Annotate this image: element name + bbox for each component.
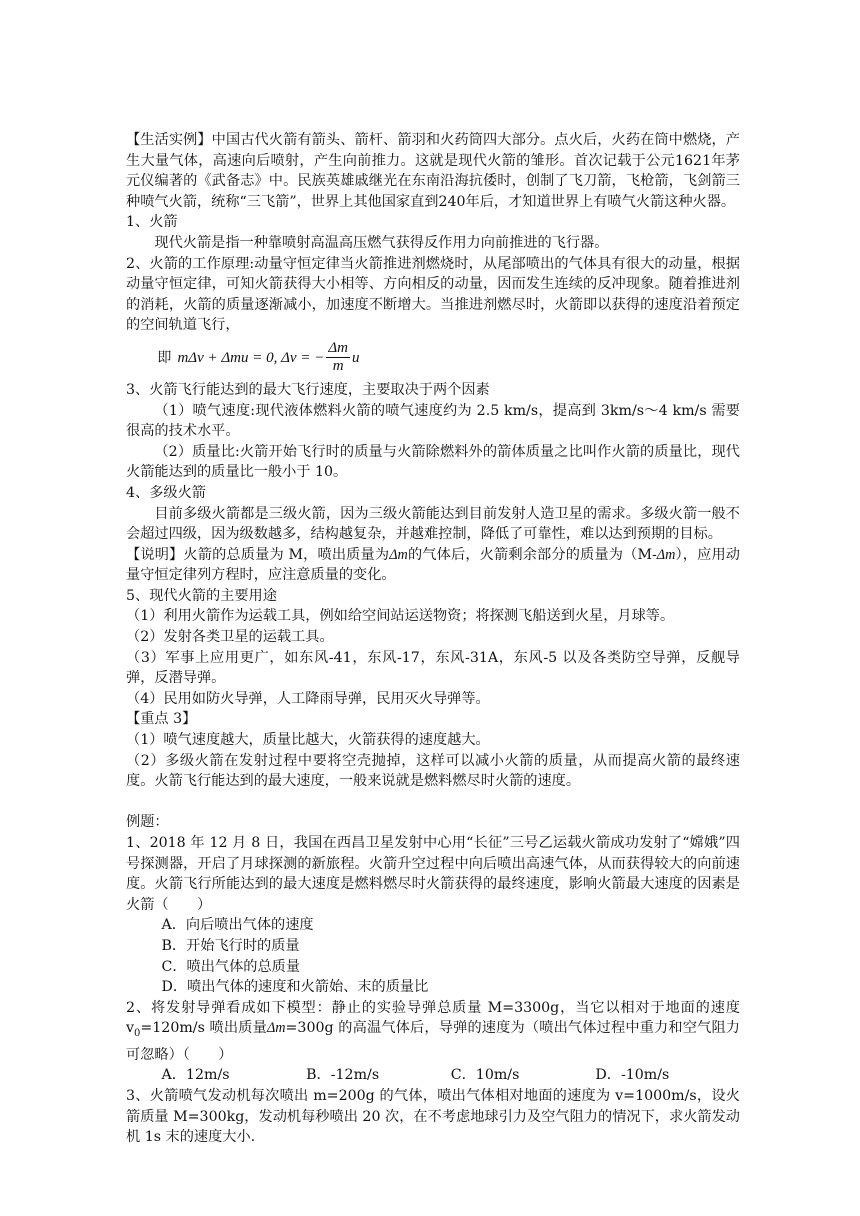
question-2-option: B．-12m/s (306, 1067, 380, 1084)
section-4-body: 目前多级火箭都是三级火箭，因为三级火箭能达到目前发射人造卫星的需求。多级火箭一般不会超过四级，因为级数越多，结构越复杂，并越难控制，降低了可靠性，难以达到预期的目标。 (126, 505, 740, 543)
q2-subscript: 0 (134, 1028, 141, 1040)
question-3-stem: 3、火箭喷气发动机每次喷出 m=200g 的气体，喷出气体相对地面的速度为 v=1000m/s，设火箭质量 M=300kg，发动机每秒喷出 20 次，在不考虑地球引力及空气阻力的情况下，求火箭发动机 1s 末的速度大小. (126, 1087, 740, 1146)
formula-main: mΔv + Δmu = 0, Δv = − (177, 349, 325, 366)
key-point-item: （2）多级火箭在发射过程中要将空壳抛掉，这样可以减小火箭的质量，从而提高火箭的最终速度。火箭飞行能达到的最大速度，一般来说就是燃料燃尽时火箭的速度。 (126, 752, 740, 790)
question-2-option: D．-10m/s (595, 1067, 670, 1084)
formula-tail: u (351, 349, 360, 366)
key-point-item: （1）喷气速度越大，质量比越大，火箭获得的速度越大。 (126, 732, 490, 749)
q2-part-b: =120m/s 喷出质量 (140, 1020, 267, 1037)
question-2-option: C．10m/s (450, 1067, 520, 1084)
fraction-denominator: m (332, 358, 344, 375)
momentum-formula (126, 336, 740, 380)
note-delta-m-1: Δm (389, 546, 408, 563)
question-1-stem: 1、2018 年 12 月 8 日，我国在西昌卫星发射中心用“长征”三号乙运载火箭成功发射了“嫦娥”四号探测器，开启了月球探测的新旅程。火箭升空过程中向后喷出高速气体，从而获得较大的向前速度。火箭飞行所能达到的最大速度是燃料燃尽时火箭获得的最终速度，影响火箭最大速度的因素是火箭（ ） (126, 835, 740, 913)
examples-heading: 例题： (126, 814, 169, 831)
question-1-option: D．喷出气体的速度和火箭始、末的质量比 (161, 979, 429, 996)
formula-prefix: 即 (157, 349, 172, 366)
question-1-option: C．喷出气体的总质量 (161, 958, 301, 975)
fraction-numerator: Δm (328, 340, 348, 357)
question-1-option: B．开始飞行时的质量 (161, 937, 300, 954)
question-2-option: A．12m/s (161, 1067, 230, 1084)
section-1-heading: 1、火箭 (126, 214, 178, 231)
q2-delta-m: Δm (266, 1020, 286, 1037)
question-2-stem (126, 998, 740, 1066)
note-paragraph (126, 545, 740, 586)
section-1-body: 现代火箭是指一种靠喷射高温高压燃气获得反作用力向前推进的飞行器。 (154, 234, 609, 251)
question-1-option: A．向后喷出气体的速度 (161, 917, 314, 934)
key-point-heading: 【重点 3】 (126, 711, 197, 728)
question-2-options (126, 1065, 740, 1086)
section-4-heading: 4、多级火箭 (126, 484, 206, 501)
q2-part-a: 2、将发射导弹看成如下模型：静止的实验导弹总质量 M=3300g，当它以相对于地面的速度 v (126, 999, 740, 1037)
document-body (126, 130, 740, 1148)
formula-fraction (326, 340, 350, 375)
section-3-item-1: （1）喷气速度:现代液体燃料火箭的喷气速度约为 2.5 km/s，提高到 3km/s～4 km/s 需要很高的技术水平。 (126, 402, 740, 440)
section-5-item: （2）发射各类卫星的运载工具。 (126, 629, 334, 646)
note-part-b: 的气体后，火箭剩余部分的质量为（M- (407, 546, 657, 563)
section-5-item: （1）利用火箭作为运载工具，例如给空间站运送物资；将探测飞船送到火星，月球等。 (126, 608, 675, 625)
section-2-body: 2、火箭的工作原理:动量守恒定律当火箭推进剂燃烧时，从尾部喷出的气体具有很大的动量，根据动量守恒定律，可知火箭获得大小相等、方向相反的动量，因而发生连续的反冲现象。随着推进剂的消耗，火箭的质量逐渐减小，加速度不断增大。当推进剂燃尽时，火箭即以获得的速度沿着预定的空间轨道飞行， (126, 255, 740, 334)
note-part-c: ），应用动量守恒定律列方程时，应注意质量的变化。 (126, 546, 740, 584)
note-delta-m-2: Δm (656, 546, 676, 563)
section-3-item-1-wrap (126, 401, 740, 442)
section-3-heading: 3、火箭飞行能达到的最大飞行速度，主要取决于两个因素 (126, 381, 490, 398)
section-5-item: （4）民用如防火导弹，人工降雨导弹，民用灭火导弹等。 (126, 690, 490, 707)
note-part-a: 【说明】火箭的总质量为 M，喷出质量为 (126, 546, 390, 563)
section-5-heading: 5、现代火箭的主要用途 (126, 587, 277, 604)
section-3-item-2: （2）质量比:火箭开始飞行时的质量与火箭除燃料外的箭体质量之比叫作火箭的质量比，现代火箭能达到的质量比一般小于 10。 (126, 443, 740, 481)
q2-part-c: =300g 的高温气体后，导弹的速度为（喷出气体过程中重力和空气阻力可忽略）（ ） (126, 1020, 740, 1063)
spacer (126, 792, 740, 813)
section-3-item-2-wrap (126, 442, 740, 483)
section-5-item: （3）军事上应用更广，如东风-41，东风-17，东风-31A，东风-5 以及各类防空导弹，反舰导弹，反潜导弹。 (126, 649, 740, 687)
intro-paragraph: 【生活实例】中国古代火箭有箭头、箭杆、箭羽和火药筒四大部分。点火后，火药在筒中燃烧，产生大量气体，高速向后喷射，产生向前推力。这就是现代火箭的雏形。首次记载于公元1621年茅元仪编著的《武备志》中。民族英雄戚继光在东南沿海抗倭时，创制了飞刀箭，飞枪箭，飞剑箭三种喷气火箭，统称“三飞箭”，世界上其他国家直到240年后，才知道世界上有喷气火箭这种火器。 (126, 132, 740, 210)
